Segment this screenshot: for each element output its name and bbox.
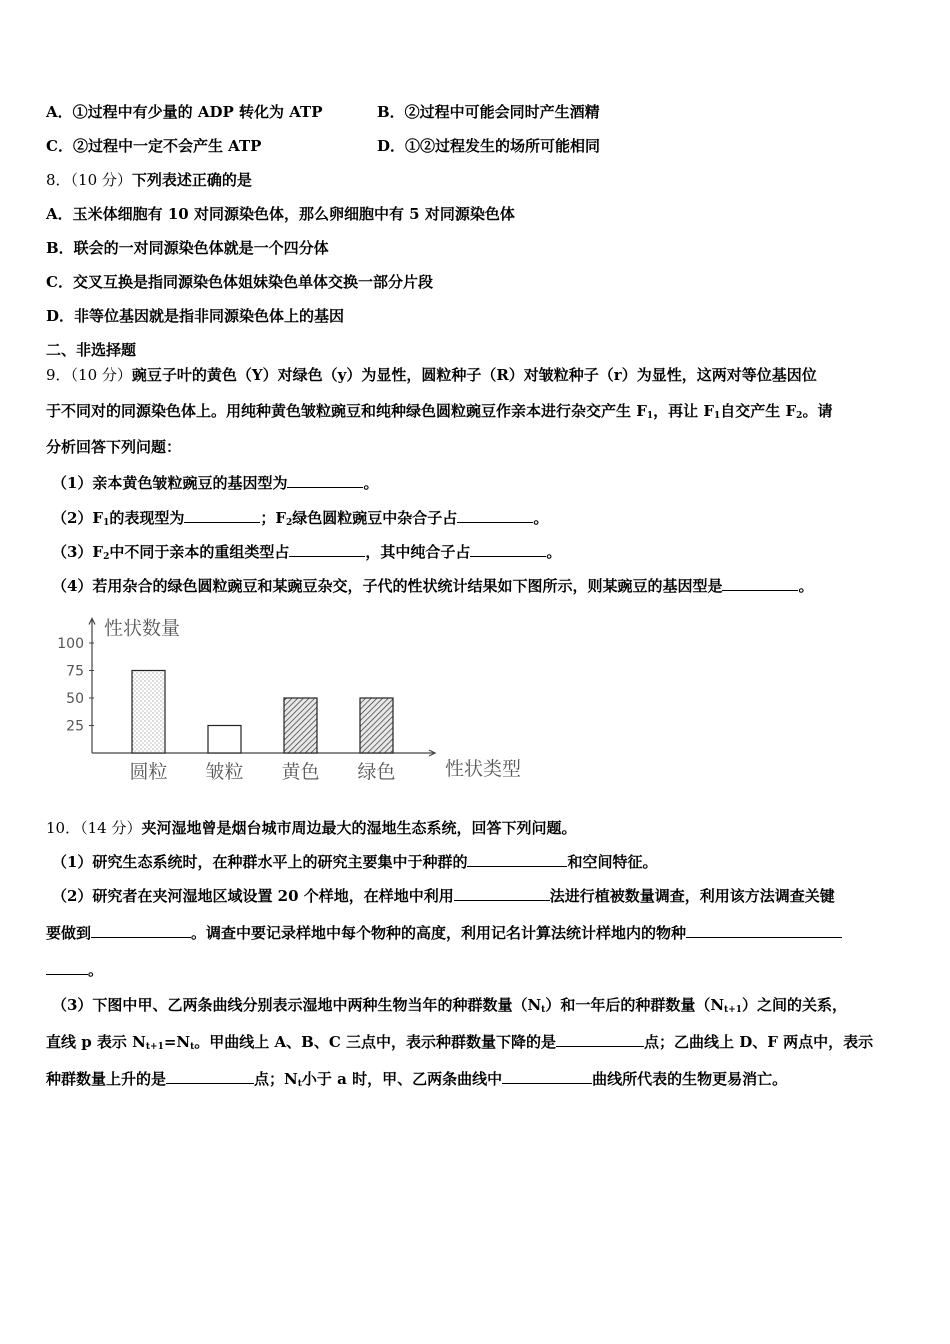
q10-p2-text: 法进行植被数量调查，利用该方法调查关键 bbox=[549, 887, 835, 905]
sub-t1: t+1 bbox=[145, 1042, 164, 1052]
sub-2: 2 bbox=[286, 518, 293, 528]
sub-t: t bbox=[297, 1079, 302, 1089]
q10-text: 夹河湿地曾是烟台城市周边最大的湿地生态系统，回答下列问题。 bbox=[141, 819, 577, 837]
section-heading: 二、非选择题 bbox=[46, 341, 137, 359]
q9-line-1 bbox=[46, 365, 817, 385]
q10-p3-text: 直线 p 表示 N bbox=[46, 1033, 146, 1051]
q10-part-2-end bbox=[46, 960, 103, 980]
q9-part-3 bbox=[52, 542, 561, 562]
q10-p3-text: =N bbox=[163, 1033, 191, 1051]
q9-p2-text: （2）F bbox=[52, 509, 104, 527]
answer-blank[interactable] bbox=[184, 508, 260, 523]
q7-option-c: C．②过程中一定不会产生 ATP bbox=[46, 137, 262, 155]
q10-part-3-line3 bbox=[46, 1069, 787, 1089]
sub-2: 2 bbox=[796, 411, 803, 421]
y-tick-label: 25 bbox=[66, 718, 84, 735]
answer-blank[interactable] bbox=[457, 508, 533, 523]
q7-option-b: B．②过程中可能会同时产生酒精 bbox=[377, 103, 600, 121]
q9-line-3: 分析回答下列问题： bbox=[46, 438, 182, 456]
q10-p3-text: 曲线所代表的生物更易消亡。 bbox=[592, 1070, 788, 1088]
sub-1: 1 bbox=[714, 411, 721, 421]
y-tick-label: 50 bbox=[66, 691, 84, 707]
answer-blank[interactable] bbox=[289, 542, 365, 557]
q10-p2-text: 。调查中要记录样地中每个物种的高度，利用记名计算法统计样地内的物种 bbox=[191, 924, 687, 942]
q7-option-d: D．①②过程发生的场所可能相同 bbox=[377, 137, 601, 155]
q10-part-2-cont bbox=[46, 923, 842, 943]
answer-blank[interactable] bbox=[722, 576, 798, 591]
q8-text: 下列表述正确的是 bbox=[131, 171, 252, 189]
q9-p2-text: 绿色圆粒豌豆中杂合子占 bbox=[292, 509, 458, 527]
q9-text-2c: 自交产生 F bbox=[720, 402, 797, 420]
q10-p3-text: 种群数量上升的是 bbox=[46, 1070, 167, 1088]
q9-p2-text: ；F bbox=[260, 509, 287, 527]
answer-blank[interactable] bbox=[454, 886, 550, 901]
q10-p3-text: ）和一年后的种群数量（N bbox=[545, 996, 725, 1014]
q9-p2-text: 的表现型为 bbox=[109, 509, 185, 527]
q9-p3-text: （3）F bbox=[52, 543, 104, 561]
y-tick-label: 100 bbox=[57, 636, 84, 652]
sub-1: 1 bbox=[646, 411, 654, 421]
x-tick-label: 绿色 bbox=[357, 761, 396, 783]
q10-p3-text: 。甲曲线上 A、B、C 三点中，表示种群数量下降的是 bbox=[194, 1033, 556, 1051]
q10-p1-text: 和空间特征。 bbox=[567, 853, 658, 871]
q9-part-2 bbox=[52, 508, 548, 528]
q9-line-2 bbox=[46, 401, 832, 421]
bar bbox=[360, 698, 393, 753]
y-axis-label: 性状数量 bbox=[104, 617, 181, 640]
q10-p2-text: （2）研究者在夹河湿地区域设置 20 个样地，在样地中利用 bbox=[52, 887, 454, 905]
answer-blank[interactable] bbox=[91, 923, 191, 938]
x-tick-label: 黄色 bbox=[281, 761, 320, 783]
q8-option-a: A．玉米体细胞有 10 对同源染色体，那么卵细胞中有 5 对同源染色体 bbox=[46, 205, 515, 223]
q10-p3-text: 点；乙曲线上 D、F 两点中，表示 bbox=[644, 1033, 874, 1051]
answer-blank[interactable] bbox=[287, 473, 363, 488]
q10-p2-text: 要做到 bbox=[46, 924, 92, 942]
x-tick-label: 皱粒 bbox=[205, 761, 244, 783]
q9-number: 9．（10 分） bbox=[46, 366, 132, 384]
q9-text-2d: 。请 bbox=[802, 402, 833, 420]
q9-text-2a: 于不同对的同源染色体上。用纯种黄色皱粒豌豆和纯种绿色圆粒豌豆作亲本进行杂交产生 F bbox=[46, 402, 647, 420]
trait-bar-chart bbox=[52, 604, 552, 790]
chart-bars bbox=[132, 671, 393, 754]
q10-part-3 bbox=[52, 995, 847, 1015]
punct: 。 bbox=[88, 961, 104, 979]
answer-blank[interactable] bbox=[556, 1032, 644, 1047]
punct: 。 bbox=[546, 543, 562, 561]
x-axis-label: 性状类型 bbox=[445, 758, 522, 780]
q8-number: 8．（10 分） bbox=[46, 171, 132, 189]
q9-text-1: 豌豆子叶的黄色（Y）对绿色（y）为显性，圆粒种子（R）对皱粒种子（r）为显性，这两对等位基因位 bbox=[131, 366, 817, 384]
q8-option-d: D．非等位基因就是指非同源染色体上的基因 bbox=[46, 307, 345, 325]
q8-option-b: B．联会的一对同源染色体就是一个四分体 bbox=[46, 239, 329, 257]
q8-stem bbox=[46, 170, 252, 190]
q10-part-2 bbox=[52, 886, 835, 906]
q10-number: 10．（14 分） bbox=[46, 819, 142, 837]
sub-1: 1 bbox=[103, 518, 110, 528]
y-tick-label: 75 bbox=[66, 663, 84, 680]
punct: 。 bbox=[798, 577, 814, 595]
answer-blank[interactable] bbox=[502, 1069, 592, 1084]
q10-p1-text: （1）研究生态系统时，在种群水平上的研究主要集中于种群的 bbox=[52, 853, 468, 871]
q7-option-a: A．①过程中有少量的 ADP 转化为 ATP bbox=[46, 103, 323, 121]
sub-t1: t+1 bbox=[724, 1005, 743, 1015]
q10-part-1 bbox=[52, 852, 657, 872]
q8-option-c: C．交叉互换是指同源染色体姐妹染色单体交换一部分片段 bbox=[46, 273, 433, 291]
q9-part-1 bbox=[52, 473, 378, 493]
punct: 。 bbox=[363, 474, 379, 492]
punct: 。 bbox=[533, 509, 549, 527]
q9-p1-text: （1）亲本黄色皱粒豌豆的基因型为 bbox=[52, 474, 288, 492]
q10-p3-text: 点；N bbox=[254, 1070, 298, 1088]
answer-blank[interactable] bbox=[46, 960, 88, 975]
bar bbox=[208, 726, 241, 754]
q9-p3-text: 中不同于亲本的重组类型占 bbox=[109, 543, 290, 561]
sub-t: t bbox=[541, 1005, 546, 1015]
q10-p3-text: ）之间的关系， bbox=[742, 996, 848, 1014]
answer-blank[interactable] bbox=[470, 542, 546, 557]
q10-stem bbox=[46, 818, 576, 838]
sub-2: 2 bbox=[103, 552, 110, 562]
q9-p4-text: （4）若用杂合的绿色圆粒豌豆和某豌豆杂交，子代的性状统计结果如下图所示，则某豌豆的基因型是 bbox=[52, 577, 723, 595]
answer-blank[interactable] bbox=[686, 923, 842, 938]
sub-t: t bbox=[190, 1042, 195, 1052]
q10-p3-text: 小于 a 时，甲、乙两条曲线中 bbox=[301, 1070, 503, 1088]
q9-p3-text: ，其中纯合子占 bbox=[365, 543, 471, 561]
q9-text-2b: ，再让 F bbox=[653, 402, 715, 420]
answer-blank[interactable] bbox=[166, 1069, 254, 1084]
bar bbox=[284, 698, 317, 753]
bar bbox=[132, 671, 165, 754]
answer-blank[interactable] bbox=[467, 852, 567, 867]
x-tick-label: 圆粒 bbox=[129, 761, 168, 783]
q10-part-3-line2 bbox=[46, 1032, 873, 1052]
q10-p3-text: （3）下图中甲、乙两条曲线分别表示湿地中两种生物当年的种群数量（N bbox=[52, 996, 542, 1014]
q9-part-4 bbox=[52, 576, 813, 596]
